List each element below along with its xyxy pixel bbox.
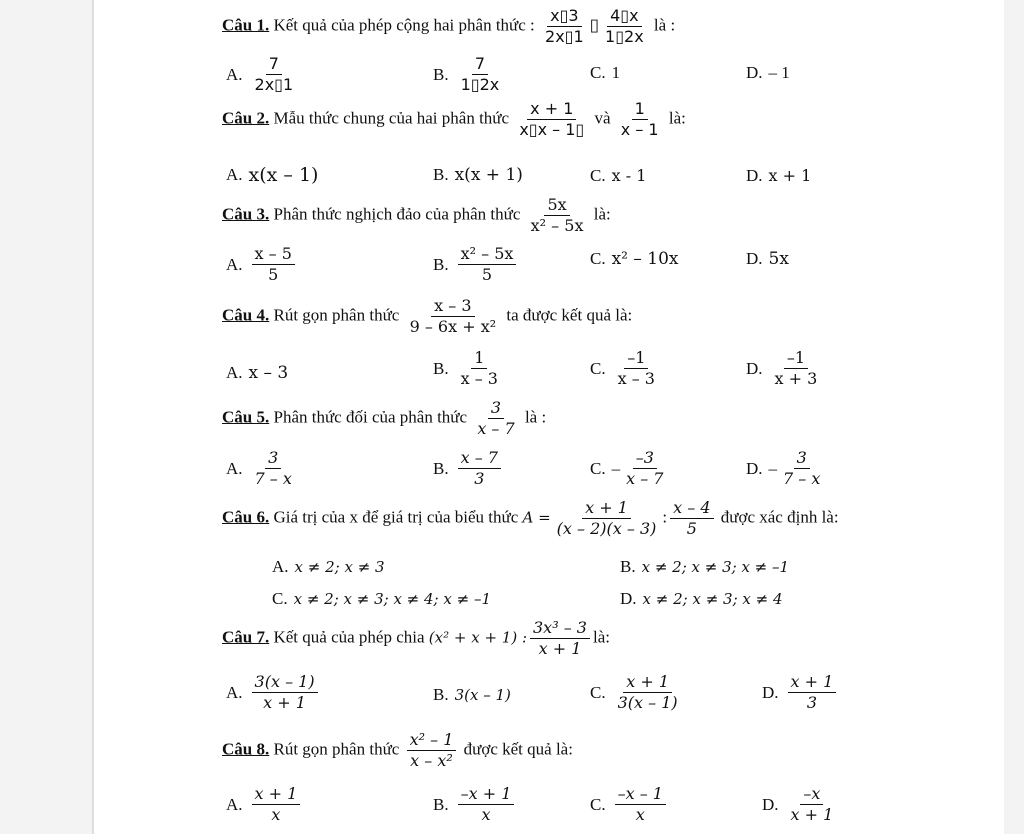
question-7: Câu 7. Kết quả của phép chia (x² + x + 1) : $\frac{\text{3x³ – 3}}{x + 1}$ là: bbox=[222, 618, 610, 658]
option-a: A. $\frac{3(x - 1)}{x + 1}$ bbox=[226, 674, 321, 711]
option-a: A. x(x – 1) bbox=[226, 164, 319, 186]
fraction: $\frac{x▯3}{2x▯1}$ bbox=[545, 6, 584, 46]
fraction: $\frac{\text{x² – 1}}{\text{x – x²}}$ bbox=[407, 732, 457, 769]
option-d: D. x + 1 bbox=[746, 166, 812, 185]
option-d: D. $\frac{-x}{x + 1}$ bbox=[762, 784, 834, 824]
option-c: C. 1 bbox=[590, 63, 621, 82]
option-b: B. $\frac{7}{1▯2x}$ bbox=[433, 54, 500, 94]
option-d: D. $\frac{-1}{x + 3}$ bbox=[746, 348, 818, 388]
option-d: D. $\frac{x + 1}{3}$ bbox=[762, 674, 839, 711]
fraction: $\frac{5x}{\text{x² – 5x}}$ bbox=[530, 195, 584, 235]
question-text: Giá trị của x để giá trị của biểu thức bbox=[273, 507, 519, 527]
option-b: B. $\frac{-x + 1}{x}$ bbox=[433, 786, 517, 823]
option-d: D. x ≠ 2; x ≠ 3; x ≠ 4 bbox=[620, 589, 783, 608]
fraction: $\frac{\text{3x³ – 3}}{x + 1}$ bbox=[530, 620, 590, 657]
fraction: $\frac{3}{x - 7}$ bbox=[477, 398, 515, 438]
option-c: C. $\frac{-1}{x - 3}$ bbox=[590, 348, 655, 388]
option-a: A. x ≠ 2; x ≠ 3 bbox=[272, 557, 385, 576]
option-c: C. x² – 10x bbox=[590, 249, 679, 269]
option-b: B. 3(x – 1) bbox=[433, 685, 511, 704]
option-a: A. $\frac{3}{7 - x}$ bbox=[226, 448, 292, 488]
fraction: $\frac{x + 1}{(x - 2)(x - 3)}$ bbox=[556, 498, 657, 538]
question-text: Phân thức đối của phân thức bbox=[273, 407, 468, 427]
question-label: Câu 8. bbox=[222, 739, 270, 759]
option-b: B. x ≠ 2; x ≠ 3; x ≠ –1 bbox=[620, 557, 790, 576]
option-a: A. x – 3 bbox=[226, 363, 289, 383]
option-d: D. – $\frac{3}{7 - x}$ bbox=[746, 448, 821, 488]
option-c: C. $\frac{-x - 1}{x}$ bbox=[590, 786, 669, 823]
option-b: B. $\frac{x - 7}{3}$ bbox=[433, 450, 504, 487]
question-4: Câu 4. Rút gọn phân thức $\frac{x - 3}{\text{9 – 6x + x²}}$ ta được kết quả là: bbox=[222, 296, 633, 336]
option-a: A. $\frac{x + 1}{x}$ bbox=[226, 786, 303, 823]
question-label: Câu 2. bbox=[222, 108, 270, 128]
option-b: B. x(x + 1) bbox=[433, 165, 523, 185]
fraction: $\frac{4▯x}{1▯2x}$ bbox=[605, 6, 644, 46]
option-b: B. $\frac{\text{x² – 5x}}{5}$ bbox=[433, 246, 519, 283]
question-1: Câu 1. Kết quả của phép cộng hai phân thức : $\frac{x▯3}{2x▯1}$ ▯ $\frac{4▯x}{1▯2x}$ là : bbox=[222, 6, 676, 46]
question-text: Rút gọn phân thức bbox=[273, 739, 400, 759]
question-label: Câu 3. bbox=[222, 204, 270, 224]
question-6: Câu 6. Giá trị của x để giá trị của biểu thức A = $\frac{x + 1}{(x - 2)(x - 3)}$ : $\frac{x - 4}{5}$ được xác định là: bbox=[222, 498, 839, 538]
option-a: A. $\frac{x - 5}{5}$ bbox=[226, 246, 298, 283]
question-label: Câu 7. bbox=[222, 627, 270, 647]
option-b: B. $\frac{1}{x - 3}$ bbox=[433, 348, 498, 388]
fraction: $\frac{1}{x - 1}$ bbox=[620, 99, 659, 139]
question-2: Câu 2. Mẫu thức chung của hai phân thức $\frac{x + 1}{x▯x - 1▯}$ và $\frac{1}{x - 1}$ là: bbox=[222, 99, 686, 139]
right-margin bbox=[1004, 0, 1024, 834]
question-label: Câu 5. bbox=[222, 407, 270, 427]
question-label: Câu 6. bbox=[222, 507, 270, 527]
question-8: Câu 8. Rút gọn phân thức $\frac{\text{x² – 1}}{\text{x – x²}}$ được kết quả là: bbox=[222, 730, 573, 770]
question-text: Rút gọn phân thức bbox=[273, 305, 400, 325]
question-text: Phân thức nghịch đảo của phân thức bbox=[273, 204, 521, 224]
question-text: Mẫu thức chung của hai phân thức bbox=[273, 108, 510, 128]
question-5: Câu 5. Phân thức đối của phân thức $\frac{3}{x - 7}$ là : bbox=[222, 398, 547, 438]
question-label: Câu 1. bbox=[222, 15, 270, 35]
option-d: D. 5x bbox=[746, 249, 789, 269]
left-margin bbox=[0, 0, 94, 834]
option-c: C. – $\frac{-3}{x - 7}$ bbox=[590, 448, 664, 488]
question-3: Câu 3. Phân thức nghịch đảo của phân thức $\frac{5x}{\text{x² – 5x}}$ là: bbox=[222, 195, 611, 235]
option-c: C. x - 1 bbox=[590, 166, 647, 185]
fraction: $\frac{x - 3}{\text{9 – 6x + x²}}$ bbox=[409, 296, 497, 336]
question-label: Câu 4. bbox=[222, 305, 270, 325]
option-d: D. – 1 bbox=[746, 63, 790, 82]
question-text: Kết quả của phép cộng hai phân thức : bbox=[273, 15, 535, 35]
option-a: A. $\frac{7}{2x▯1}$ bbox=[226, 54, 294, 94]
fraction: $\frac{x - 4}{5}$ bbox=[670, 500, 713, 537]
fraction: $\frac{x + 1}{x▯x - 1▯}$ bbox=[519, 99, 585, 139]
question-text: Kết quả của phép chia bbox=[273, 627, 425, 647]
option-c: C. x ≠ 2; x ≠ 3; x ≠ 4; x ≠ –1 bbox=[272, 589, 491, 608]
option-c: C. $\frac{x + 1}{3(x - 1)}$ bbox=[590, 672, 678, 712]
